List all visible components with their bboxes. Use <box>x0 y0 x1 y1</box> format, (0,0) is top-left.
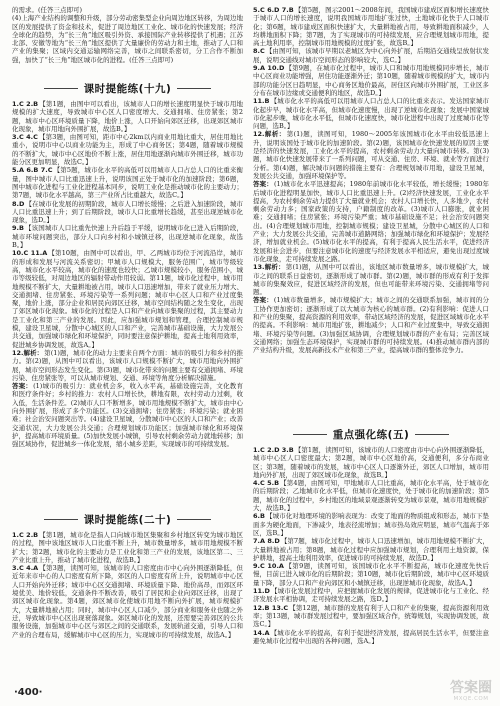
answer-key: 12.解析： <box>12 348 44 357</box>
answer-key: 5.C 6.D 7.B <box>253 6 294 14</box>
answer-item <box>253 130 489 180</box>
answer-item <box>253 587 489 604</box>
answer-item <box>253 6 489 47</box>
answer-item <box>253 562 489 587</box>
answer-explanation: 第(1)题，读图可知，1980～2005年该国城市化水平由较低迅速上升，说明该国处于城市化的加速阶段。第(2)题，该国城市化快速发展的原因主要是经济的快速发展，工业化水平的提高，农村剩余劳动力大量向城市转移。第(3)题，城市化快速发展带来了一系列问题，可从交通、住房、环境、就业等方面进行分析。第(4)题，解决城市问题的措施主要有：合理规划城市用地，建设卫星城，发展公共交通，加强环境保护等。 <box>253 130 489 180</box>
answer-explanation: 第(1)题，从图中可以看出，该地区城市数量增多，城市规模扩大，城市之间的联系日益密切，逐渐形成了城市群。第(2)题，城市群的形成有利于发挥城市的集聚效应，促进区域经济的发展，但也可能带来环境污染、交通拥堵等问题。 <box>253 263 489 297</box>
answer-item <box>253 512 489 537</box>
answer-item <box>12 349 243 382</box>
answer-item <box>12 133 243 166</box>
section-heading-20 <box>12 511 243 527</box>
answer-item <box>12 200 243 225</box>
answer-explanation: 【城市化水平的提高，有利于促进经济发展，提高居民生活水平，但要注意避免城市化过程中出现的各种问题，选A。】 <box>253 628 489 645</box>
answer-explanation: 【第1题，读图可知，该城市的人口密度由市中心向外围逐渐降低，城市中心区人口密度最大；第2题，城市中心区地价高，交通便利，多分布商业区；第3题，随着城市的发展，城市中心区人口逐渐外迁，郊区人口增加，城市用地向外扩展，出现了郊区城市化现象，故选B。】 <box>253 446 489 479</box>
answer-explanation: 【第5题，图示2001～2008年间，我国城市建成区面积增长速度快于城市人口的增长速度，说明我国城市用地扩张过快，土地城市化快于人口城市化；第6题，城市建成区面积快速扩大，大量耕地被占用，导致耕地面积减少，人均耕地面积下降；第7题，为了实现城市的可持续发展，应合理规划城市用地，提高土地利用率，控制城市用地规模的过度扩张，故选B。】 <box>253 6 489 48</box>
heading-rule-right <box>177 88 211 89</box>
answer-explanation: 【城市化水平的高低可以用城市人口占总人口的比重来表示。发达国家城市化起步早，城市化水平高，但城市化速度慢，出现了逆城市化现象；发展中国家城市化起步晚，城市化水平低，但城市化速度快，城市化进程中出现了过度城市化等问题，选B。】 <box>253 97 489 131</box>
answer-explanation: (1)城市化水平迅速提高；1980年前城市化水平较低，增长缓慢；1980年后城市化进程明显加快，城市人口比重迅速上升。(2)经济快速发展，工业化水平提高，为农村剩余劳动力提供了大量就业机会；农村人口增长快，人多地少，农村剩余劳动力多；国家政策的支持，户籍制度的改革。(3)城市人口膨胀，就业困难；交通拥堵；住房紧张；环境污染严重；城市基础设施不足；社会治安问题突出。(4)合理规划城市用地，控制城市规模；建设卫星城，分散中心城区的人口和产业；大力发展公共交通，完善城市道路网络；加强城市绿化和环境保护；发展经济，增加就业机会。(5)城市化水平的提高，有利于提高人民生活水平，促进经济发展和社会进步，但要注意城市化的速度与经济发展水平相适应，避免出现过度城市化现象，走可持续发展之路。 <box>253 180 489 263</box>
answer-explanation: 【第5题，城市化水平的高低可以用城市人口占总人口的比重来衡量，图中城市人口比重迅速上升，说明该国正处于城市化的加速阶段；第6题，图中城市化进程与工业化进程基本同步，说明工业化是推动城市化的主要动力；第7题，城市化水平越高，第三产业所占比重越大，故选C。】 <box>12 166 243 200</box>
page-number: ·400· <box>14 687 43 698</box>
heading-rule-right <box>177 519 211 520</box>
answer-key: 11.B <box>253 97 270 106</box>
section-20-answers-left <box>12 531 243 683</box>
answer-key: 1.C 2.D 3.B <box>253 446 294 454</box>
answer-key: 12.B 13.C <box>253 603 289 612</box>
section-20-answers-right <box>253 6 489 422</box>
answer-key: 答案： <box>253 296 273 305</box>
answer-item <box>253 604 489 629</box>
answer-explanation: 【在城市化发展的初期阶段，城市人口增长缓慢；之后进入加速阶段，城市人口比重迅速上升；到了后期阶段，城市人口比重增长趋缓，甚至出现逆城市化现象，选D。】 <box>12 199 243 225</box>
answer-explanation: 【城市化对地理环境的影响表现为：改变了地面的物质组成和形态，城市下垫面多为硬化地面，下渗减少，地表径流增加；城市热岛效应明显，城市气温高于郊区，选B。】 <box>253 512 489 537</box>
section-heading-5 <box>253 426 489 442</box>
answer-item <box>253 296 489 354</box>
watermark-logo <box>450 680 492 703</box>
answer-explanation: 【城市化发展过程中，应把握城市化发展的规律，促进城市化与工业化、经济发展水平相协调，走可持续发展之路，选D。】 <box>253 587 489 604</box>
answer-key: 9.A 10.D <box>253 64 285 73</box>
section-title: 课时提能练(十九) <box>83 82 172 95</box>
answer-item <box>253 446 489 479</box>
section-5-answers <box>253 446 489 700</box>
section-heading-19 <box>12 80 243 96</box>
answer-item <box>12 531 243 564</box>
answer-item <box>253 97 489 130</box>
answer-key: 4.C 5.B <box>253 479 280 488</box>
answer-explanation: 【第12题，城市群的发展有利于人口和产业的集聚，提高资源利用效率；第13题，城市群发展过程中，要加强区域合作，统筹规划，实现协调发展，故选C。】 <box>253 603 489 629</box>
answer-item <box>12 100 243 133</box>
answer-explanation: 【第10题，由图中可以看出，甲、乙两城市均位于河流沿岸，城市的形成和发展与河流关系密切；甲城市人口规模大，服务范围广，城市等级较高，城市化水平较高，城市化的速度也较快；乙城市规模较小，服务范围小，城市等级较低，对周边地区的辐射带动作用较弱。第11题，城市化过程中，城市用地规模不断扩大，大量耕地被占用，城市人口迅速增加，带来了就业压力增大、交通拥堵、住房紧张、环境污染等一系列问题；城市中心区人口和产业过度集聚，地价上涨，部分企业和居民向郊区迁移，城市空间结构随之发生变化，出现了郊区城市化现象。城市化的过程是人口和产业向城市集聚的过程，其主要动力是工业化和第三产业的发展。因此，应加强城市规划和管理，合理控制城市规模，建设卫星城，分散中心城区的人口和产业，完善城市基础设施，大力发展公共交通，加强城市绿化和环境保护，同时要注意保护耕地，提高土地利用效率，促进城乡协调发展，故选A。】 <box>12 249 243 349</box>
answer-explanation: 【第3题，读图可知，该城市的人口密度由市中心向外围逐渐降低，但近年来市中心的人口密度有所下降，郊区的人口密度有所上升，说明城市中心区人口开始向外迁移；城市中心区交通拥堵、环境质量下降、地价高昂，而郊区环境优美、地价较低，交通条件不断改善，吸引了居民和企业向郊区迁移，出现了郊区城市化现象。第4题，郊区城市化使城市用地不断向外扩展，城市规模扩大，大量耕地被占用；同时，城市中心区人口减少，部分商业和服务业也随之外迁，导致城市中心区出现衰落现象。郊区城市化的发展，还需要完善郊区的公共服务设施，加强城市中心区与郊区之间的交通联系，发展轨道交通，引导人口和产业的合理布局，缓解城市中心区的压力，实现城市的可持续发展，故选A。】 <box>12 564 243 639</box>
section-title: 课时提能练(二十) <box>83 513 172 526</box>
answer-explanation: 【第9题，在城市化过程中，城市人口和城市用地规模同步增长，城市中心区商业功能增强，居住功能逐渐外迁；第10题，随着城市规模的扩大，城市内部的功能分区日趋明显，中心商务区地价最高，居住区向城市外围扩展，工业区多分布在城市边缘或交通便利的地区，故选D。】 <box>253 64 489 97</box>
answer-explanation: 【由图可知，该城市早期以老城区为中心向外扩展，后期沿交通线呈放射状发展，说明交通线对城市空间形态的影响较大，选C。】 <box>253 47 489 64</box>
answer-key: 13.解析： <box>253 263 285 272</box>
answer-text: 的需求。(任答三点即可) <box>12 6 83 14</box>
answer-key: 答案： <box>12 382 33 391</box>
answer-explanation: 第(1)题，城市化的动力主要来自两个方面：城市的吸引力和乡村的推力。第(2)题，从图中可以看出，该城市人口规模不断扩大，城市用地向外围扩展，城市空间形态发生变化。第(3)题，城市化带来的问题主要有交通拥堵、环境污染、住房紧张等，可以从城市规划、交通、环境等角度分析解决措施。 <box>12 348 243 382</box>
answer-explanation: 【第1题，由图中可以看出，该城市人口的增长速度明显快于城市用地规模的扩大速度，导致城市中心区人口密度增大、交通拥堵、住房紧张；第2题，城市中心区环境质量下降，地价上涨，人口开始向郊区迁移，出现郊区城市化现象，城市用地向外围扩展，故选B。】 <box>12 100 243 133</box>
answer-explanation: 【第7题，城市化过程中，城市人口迅速增加，城市用地规模不断扩大，大量耕地被占用；第8题，城市化过程中应加强城市规划，合理利用土地资源，保护耕地，提高土地利用效率，促进城市的可持续发展，故选D。】 <box>253 537 489 562</box>
answer-item <box>12 564 243 639</box>
answer-key: 3.C 4.A <box>12 564 39 573</box>
answer-explanation: 【第4题，由图可知，甲地城市人口比重高，城市化水平高，处于城市化的后期阶段；乙地城市化水平低，但城市化速度快，处于城市化的加速阶段；第5题，城市化的过程中，乡村地区的地域景观逐渐转变为城市景观，城市用地规模扩大，故选B。】 <box>253 479 489 513</box>
answer-item <box>12 224 243 249</box>
answer-key: 5.A 6.B 7.C <box>12 166 53 175</box>
answer-item <box>253 180 489 263</box>
answer-item <box>253 629 489 646</box>
answer-key: 答案： <box>253 180 273 189</box>
answer-text: (4)上海产业结构的调整和升级，部分劳动密集型企业向周边地区转移，为周边地区的发展提供了资金和技术，促进了周边地区工业化、城市化的快速发展；经济全球化的趋势，为“长三角”地区吸引外资、承接国际产业转移提供了机遇；江苏北部、安徽等地为“长三角”地区提供了大量廉价的劳动力和土地，推动了人口和产业的集聚；区域内交通运输网络完善，城市之间联系密切，分工合作不断加强，加快了“长三角”地区城市化的进程。(任答三点即可) <box>12 14 243 64</box>
answer-key: 9.B <box>12 224 24 233</box>
watermark-logo-text: 答案圈 <box>450 680 492 696</box>
watermark-site-text: MXQE.COM <box>453 696 489 702</box>
answer-item <box>12 382 243 448</box>
answer-key: 1.C 2.B <box>12 100 39 108</box>
answer-key: 6.B <box>253 512 265 521</box>
answer-key: 14.A <box>253 628 270 637</box>
answer-item <box>253 47 489 64</box>
answer-key: 1.C 2.B <box>12 531 39 539</box>
answer-explanation: (1)城市数量增多，城市规模扩大；城市之间的交通联系加强，城市间的分工协作更加密切；逐渐形成了以大城市为核心的城市群。(2)有利影响：促进人口和产业的集聚，提高资源的利用效率，带动区域经济的发展，促进区域城市化水平的提高。不利影响：城市用地扩张，耕地减少；人口和产业过度集中，导致交通拥堵、环境污染等问题。(3)加强区域协调，合理规划城市群的产业布局；完善区域交通网络；加强生态环境保护，实现城市群的可持续发展。(4)推动城市群内部的产业结构升级，发展高新技术产业和第三产业，提高城市群的整体竞争力。 <box>253 296 489 355</box>
answer-key: 8.D <box>12 199 25 208</box>
answer-explanation: 【第1题，城市化是指人口向城市地区集聚和乡村地区转变为城市地区的过程，图中该地区城市人口比重不断上升，城市数量增多，城市用地规模不断扩大；第2题，城市化的主要动力是工业化和第三产业的发展，该地区第二、三产业比重上升，推动了城市化进程，故选B。】 <box>12 531 243 564</box>
answer-explanation: 【第9题，读图可知，该国城市化水平不断提高，城市化速度先快后慢，目前已进入城市化的后期阶段；第10题，城市化后期阶段，城市中心区环境质量下降，部分人口和产业向郊区和小城镇迁移，出现逆城市化现象，故选A。】 <box>253 562 489 587</box>
answer-item <box>12 166 243 199</box>
section-title: 重点强化练(五) <box>332 428 410 441</box>
answer-paragraph <box>12 14 243 64</box>
answer-key: 11.D <box>253 587 270 596</box>
heading-rule-left <box>44 88 78 89</box>
answer-key: 12.解析： <box>253 130 286 139</box>
heading-rule-left <box>44 519 78 520</box>
answer-explanation: 【该国城市人口比重先快速上升后趋于平缓，说明城市化已进入后期阶段，城市环境问题突出，部分人口向乡村和小城镇迁移，出现逆城市化现象，故选B。】 <box>12 224 243 250</box>
answer-item <box>12 249 243 349</box>
section-19-answers <box>12 100 243 508</box>
answer-item <box>253 479 489 512</box>
answer-item <box>253 64 489 97</box>
left-column-intro <box>12 6 243 78</box>
answer-key: 7.A 8.D <box>253 537 280 546</box>
heading-rule-left <box>293 434 327 435</box>
answer-item <box>253 263 489 296</box>
answer-key: 10.C 11.A <box>12 249 48 258</box>
answer-explanation: (1)城市的吸引力：就业机会多，收入水平高，基础设施完善，文化教育和医疗条件好；乡村的推力：农村人口增长快，耕地有限，农村劳动力过剩，收入低，生活条件差。(2)城市人口不断增多，城市用地规模不断扩大，城市由中心向外围扩展，形成了多个功能区。(3)交通拥堵；住房紧张；环境污染；就业困难；社会治安问题突出等。(4)建设卫星城，分散城市中心区的人口和产业；改善交通状况，大力发展公共交通；合理规划城市功能区；加强城市绿化和环境保护，提高城市环境质量。(5)加快发展小城镇，引导农村剩余劳动力就地转移；加强区域协作，促进城乡一体化发展，缩小城乡差距，实现城市的可持续发展。 <box>12 382 243 449</box>
answer-key: 9.C 10.A <box>253 562 284 571</box>
answer-key: 3.C 4.C <box>12 133 38 142</box>
answer-item <box>253 537 489 562</box>
answer-key: 8.C <box>253 47 265 56</box>
heading-rule-right <box>415 434 449 435</box>
answer-explanation: 【第3题，由图可知，距市中心2km以内商业用地比重大，居住用地比重小，说明市中心以商业功能为主，形成了中心商务区；第4题，随着城市规模的不断扩大，城市中心区地价不断上涨，居住用地逐渐向城市外围迁移，城市功能分区更加明显，故选C。】 <box>12 133 243 167</box>
